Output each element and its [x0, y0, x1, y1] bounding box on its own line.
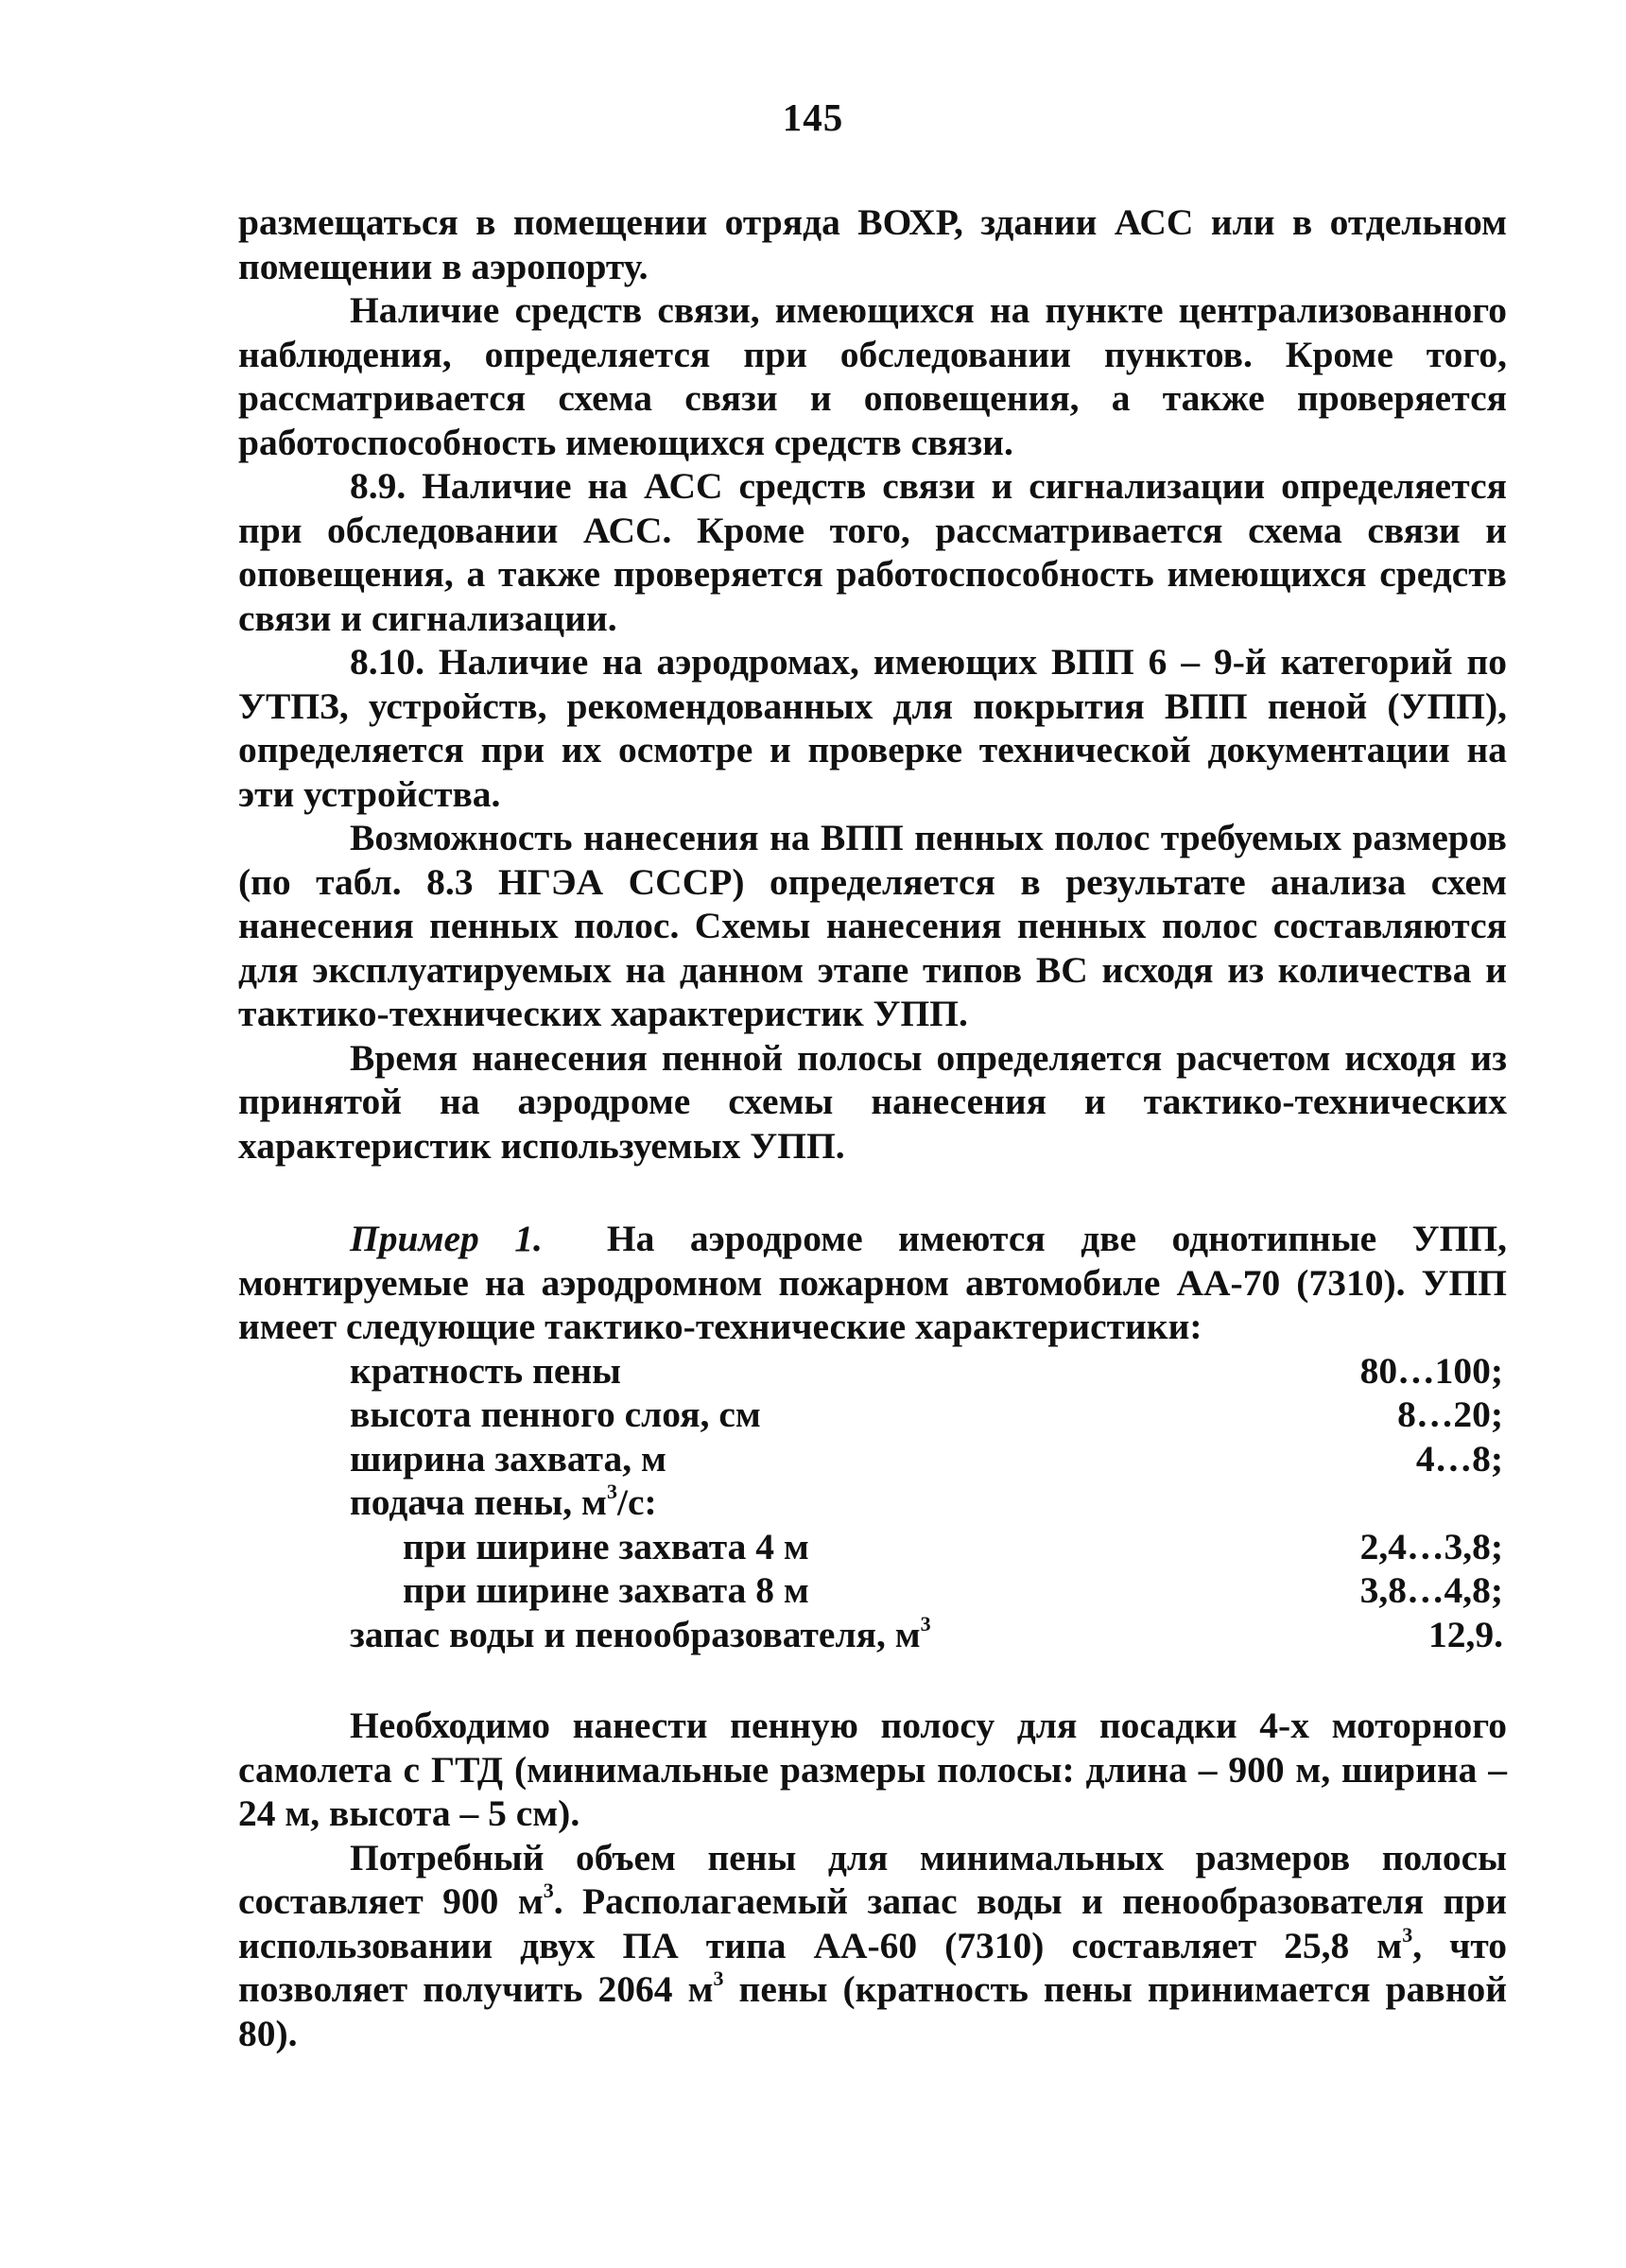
volume-text-3: , что позволяет получить 2064 м [238, 1924, 1507, 2010]
characteristic-label: при ширине захвата 8 м [403, 1569, 809, 1611]
characteristic-label: запас воды и пенообразователя, $м^3$ [350, 1611, 931, 1655]
page-number: 145 [782, 95, 844, 139]
characteristic-label: при ширине захвата 4 м [403, 1525, 809, 1567]
superscript: 3 [543, 1878, 554, 1902]
volume-text-2: . Располагаемый запас воды и пенообразователя при использовании двух ПА типа АА-60 (7310) составляет 25,8 м [238, 1880, 1507, 1966]
characteristic-label: подача пены, $м^3/с$: [350, 1480, 657, 1523]
example-paragraph [238, 1217, 1507, 1349]
paragraph-8-9: 8.9. Наличие на АСС средств связи и сигнализации определяется при обследовании АСС. Кроме того, рассматривается схема связи и оповещения, а также проверяется работоспособность имеющихся средств связи и сигнализации. [238, 465, 1507, 639]
example-text: На аэродроме имеются две однотипные УПП, монтируемые на аэродромном пожарном автомобиле АА-70 (7310). УПП имеет следующие тактико-технические характеристики: [238, 1218, 1507, 1347]
superscript: 3 [920, 1611, 931, 1636]
paragraph-task: Необходимо нанести пенную полосу для посадки 4-х моторного самолета с ГТД (минимальные размеры полосы: длина – 900 м, ширина – 24 м, высота – 5 см). [238, 1705, 1507, 1834]
paragraph-foam-strips: Возможность нанесения на ВПП пенных полос требуемых размеров (по табл. 8.3 НГЭА СССР) определяется в результате анализа схем нанесения пенных полос. Схемы нанесения пенных полос составляются для эксплуатируемых на данном этапе типов ВС исходя из количества и тактико-технических характеристик УПП. [238, 817, 1507, 1034]
paragraph-continuation: размещаться в помещении отряда ВОХР, здании АСС или в отдельном помещении в аэропорту. [238, 201, 1507, 287]
characteristic-row [350, 1437, 1503, 1481]
superscript: 3 [606, 1480, 617, 1503]
example-label: Пример 1. [350, 1218, 543, 1259]
characteristic-value: 4…8; [1415, 1437, 1503, 1480]
volume-text-1: Потребный объем пены для минимальных размеров полосы составляет 900 м [238, 1836, 1507, 1922]
characteristic-row [350, 1393, 1503, 1437]
characteristic-value: 3,8…4,8; [1359, 1569, 1503, 1611]
spacer [238, 1656, 1507, 1704]
characteristic-value: 80…100; [1359, 1349, 1503, 1392]
paragraph-volume [238, 1836, 1507, 2056]
characteristic-row [350, 1613, 1503, 1657]
characteristic-label: ширина захвата, м [350, 1437, 666, 1480]
volume-text-4: пены (кратность пены принимается равной 80). [238, 1968, 1507, 2054]
superscript: 3 [713, 1966, 724, 1990]
spacer [238, 1168, 1507, 1217]
characteristic-row [350, 1568, 1503, 1613]
characteristic-value: 12,9. [1428, 1613, 1503, 1655]
superscript: 3 [1402, 1922, 1413, 1947]
characteristic-row [350, 1349, 1503, 1394]
characteristic-row [350, 1480, 1503, 1525]
characteristic-label: высота пенного слоя, см [350, 1394, 761, 1435]
paragraph-foam-time: Время нанесения пенной полосы определяется расчетом исходя из принятой на аэродроме схемы нанесения и тактико-технических характеристик используемых УПП. [238, 1036, 1507, 1167]
characteristic-value: 2,4…3,8; [1359, 1525, 1503, 1567]
characteristic-row [350, 1525, 1503, 1569]
paragraph-communication-means: Наличие средств связи, имеющихся на пункте централизованного наблюдения, определяется при обследовании пунктов. Кроме того, рассматривается схема связи и оповещения, а также проверяется работоспособность имеющихся средств связи. [238, 289, 1507, 463]
characteristics-list [350, 1349, 1503, 1657]
document-body [238, 200, 1507, 2055]
characteristic-label: кратность пены [350, 1349, 621, 1392]
characteristic-value: 8…20; [1397, 1394, 1503, 1435]
paragraph-8-10: 8.10. Наличие на аэродромах, имеющих ВПП 6 – 9-й категорий по УТПЗ, устройств, рекомендованных для покрытия ВПП пеной (УПП), определяется при их осмотре и проверке технической документации на эти устройства. [238, 641, 1507, 815]
